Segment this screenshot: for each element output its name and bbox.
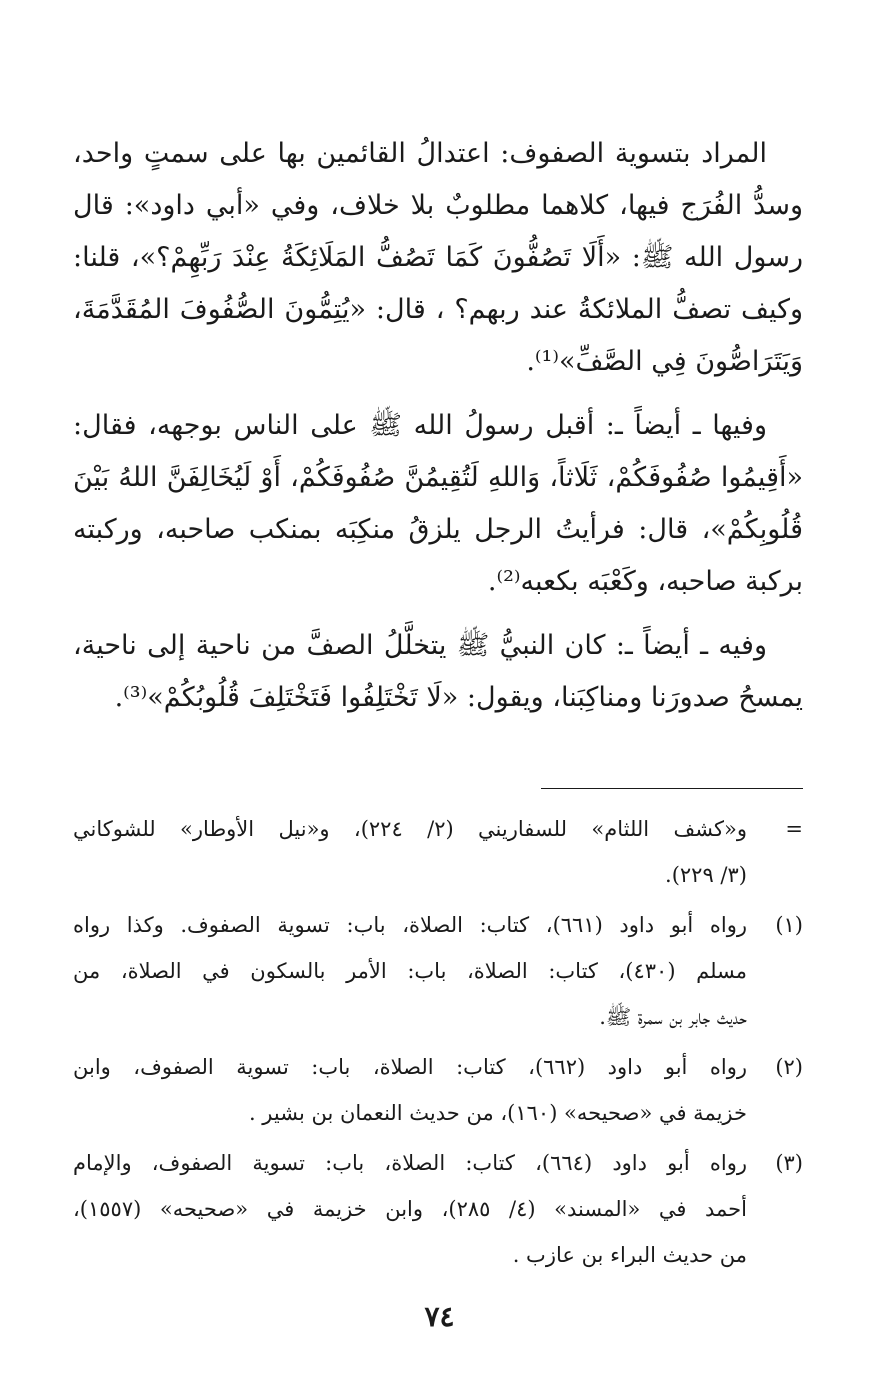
footnote bbox=[73, 902, 803, 1040]
footnote-marker: = bbox=[785, 817, 803, 841]
text-line: رسول الله ﷺ: «أَلَا تَصُفُّونَ كَمَا تَصُفُّ المَلَائِكَةُ عِنْدَ رَبِّهِمْ؟»، قلنا: bbox=[73, 242, 803, 273]
footnote-line: من حديث البراء بن عازب . bbox=[512, 1243, 747, 1267]
footnote-line: خزيمة في «صحيحه» (١٦٠)، من حديث النعمان بن بشير . bbox=[248, 1101, 747, 1125]
footnote-line: حديث جابر بن سمرة ﷺ. bbox=[599, 1005, 747, 1029]
text-line: وفيها ـ أيضاً ـ: أقبل رسولُ الله ﷺ على الناس بوجهه، فقال: bbox=[73, 410, 767, 441]
footnote-line: (٣/ ٢٢٩). bbox=[665, 863, 747, 887]
paragraph bbox=[73, 400, 803, 608]
text-line: المراد بتسوية الصفوف: اعتدالُ القائمين بها على سمتٍ واحد، bbox=[73, 138, 767, 169]
text-line: وَيَتَرَاصُّونَ فِي الصَّفِّ»⁽¹⁾. bbox=[526, 346, 803, 377]
text-line: «أَقِيمُوا صُفُوفَكُمْ، ثَلَاثاً، وَاللهِ لَتُقِيمُنَّ صُفُوفَكُمْ، أَوْ لَيُخَالِفَنَّ اللهُ بَيْنَ bbox=[73, 462, 803, 493]
paragraph bbox=[73, 620, 803, 724]
footnote-marker: (١) bbox=[775, 913, 803, 937]
text-line: بركبة صاحبه، وكَعْبَه بكعبه⁽²⁾. bbox=[487, 566, 803, 597]
footnote bbox=[73, 1044, 803, 1136]
footnote-marker: (٢) bbox=[775, 1055, 803, 1079]
text-line: قُلُوبِكُمْ»، قال: فرأيتُ الرجل يلزقُ منكِبَه بمنكب صاحبه، وركبته bbox=[73, 514, 803, 545]
page-number: ٧٤ bbox=[424, 1300, 455, 1333]
footnote-marker: (٣) bbox=[775, 1151, 803, 1175]
main-text bbox=[73, 128, 803, 736]
footnote-divider bbox=[541, 788, 803, 789]
footnote-line: مسلم (٤٣٠)، كتاب: الصلاة، باب: الأمر بالسكون في الصلاة، من bbox=[73, 959, 747, 983]
text-line: وسدُّ الفُرَج فيها، كلاهما مطلوبٌ بلا خلاف، وفي «أبي داود»: قال bbox=[73, 190, 803, 221]
footnote-line: رواه أبو داود (٦٦٤)، كتاب: الصلاة، باب: تسوية الصفوف، والإمام bbox=[73, 1151, 747, 1175]
text-line: وكيف تصفُّ الملائكةُ عند ربهم؟ ، قال: «يُتِمُّونَ الصُّفُوفَ المُقَدَّمَةَ، bbox=[73, 294, 803, 325]
footnote-line: أحمد في «المسند» (٤/ ٢٨٥)، وابن خزيمة في «صحيحه» (١٥٥٧)، bbox=[73, 1197, 747, 1221]
footnote-line: و«كشف اللثام» للسفاريني (٢/ ٢٢٤)، و«نيل الأوطار» للشوكاني bbox=[73, 817, 747, 841]
paragraph bbox=[73, 128, 803, 388]
footnote-line: رواه أبو داود (٦٦١)، كتاب: الصلاة، باب: تسوية الصفوف. وكذا رواه bbox=[73, 913, 747, 937]
footnote bbox=[73, 806, 803, 898]
footnotes bbox=[73, 806, 803, 1282]
text-line: وفيه ـ أيضاً ـ: كان النبيُّ ﷺ يتخلَّلُ الصفَّ من ناحية إلى ناحية، bbox=[73, 630, 767, 661]
text-line: يمسحُ صدورَنا ومناكِبَنا، ويقول: «لَا تَخْتَلِفُوا فَتَخْتَلِفَ قُلُوبُكُمْ»⁽³⁾. bbox=[114, 682, 803, 713]
footnote bbox=[73, 1140, 803, 1278]
footnote-line: رواه أبو داود (٦٦٢)، كتاب: الصلاة، باب: تسوية الصفوف، وابن bbox=[73, 1055, 747, 1079]
